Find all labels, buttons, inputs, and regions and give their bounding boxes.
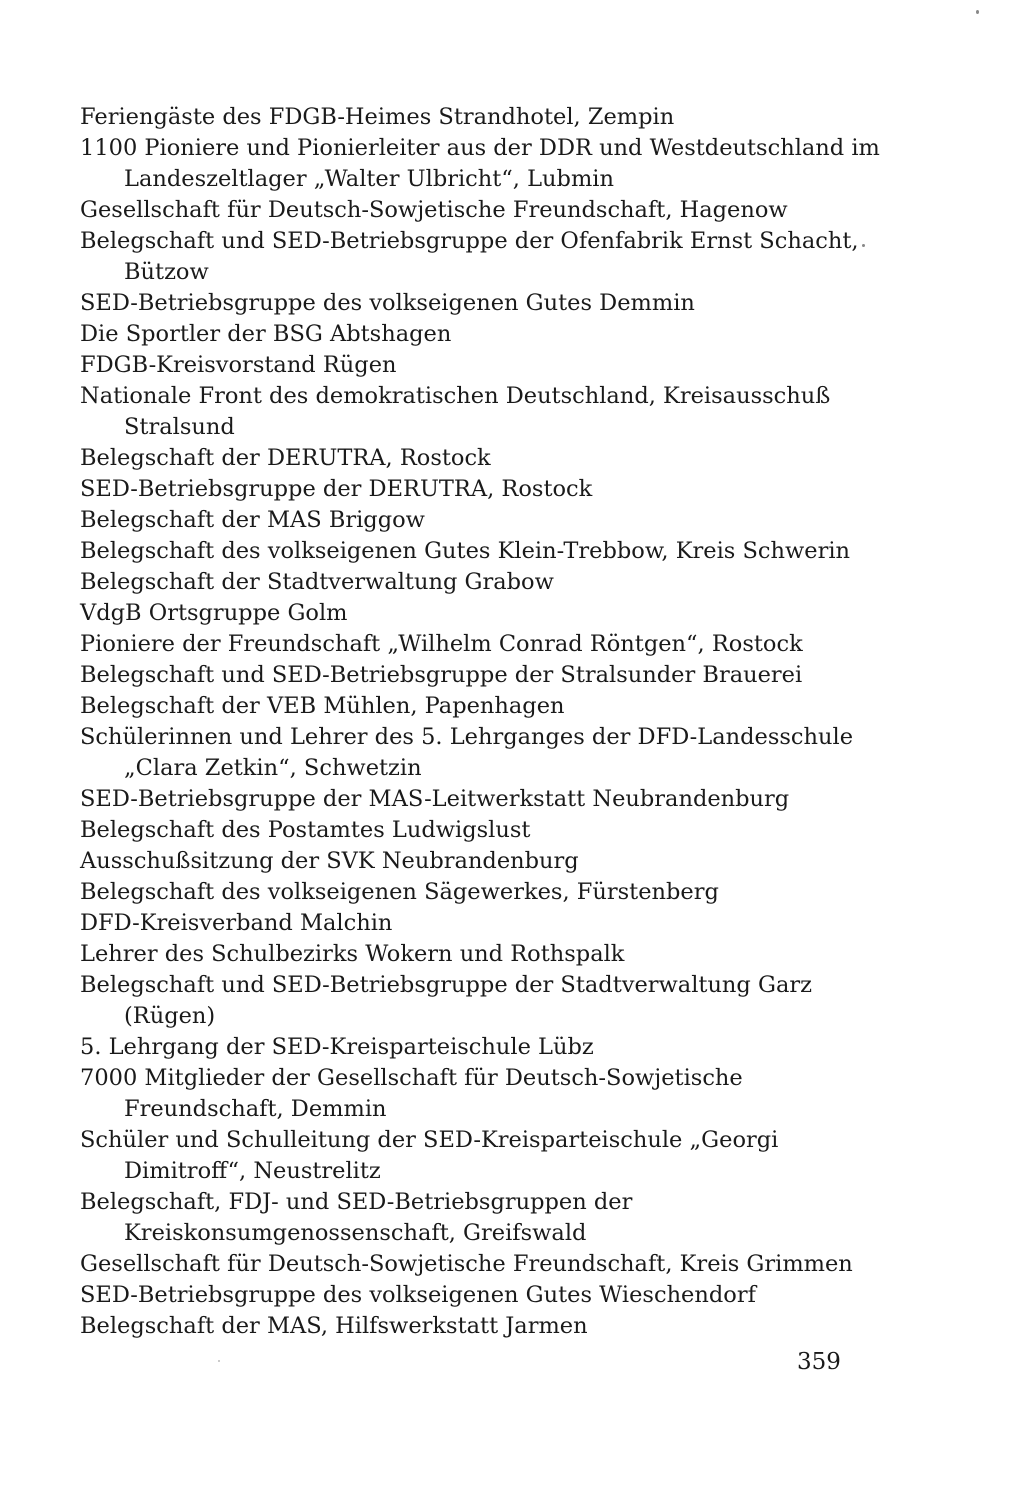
list-item: Belegschaft der MAS, Hilfswerkstatt Jarmen bbox=[80, 1313, 588, 1339]
page-number: 359 bbox=[797, 1349, 841, 1375]
list-item: Belegschaft des volkseigenen Gutes Klein-Trebbow, Kreis Schwerin bbox=[80, 538, 851, 564]
list-item: Belegschaft, FDJ- und SED-Betriebsgruppen der Kreiskonsumgenossenschaft, Greifswald bbox=[80, 1189, 633, 1246]
list-item: 5. Lehrgang der SED-Kreisparteischule Lübz bbox=[80, 1034, 594, 1060]
list-item: Belegschaft und SED-Betriebsgruppe der Stralsunder Brauerei bbox=[80, 662, 803, 688]
list-item: SED-Betriebsgruppe des volkseigenen Gutes Demmin bbox=[80, 290, 695, 316]
list-item: 7000 Mitglieder der Gesellschaft für Deutsch-Sowjetische Freundschaft, Demmin bbox=[80, 1065, 743, 1122]
list-item: Lehrer des Schulbezirks Wokern und Rothspalk bbox=[80, 941, 625, 967]
scan-speck bbox=[862, 244, 865, 247]
list-item: Belegschaft der Stadtverwaltung Grabow bbox=[80, 569, 554, 595]
list-item: Gesellschaft für Deutsch-Sowjetische Freundschaft, Kreis Grimmen bbox=[80, 1251, 853, 1277]
list-item: Ausschußsitzung der SVK Neubrandenburg bbox=[80, 848, 579, 874]
list-item: Pioniere der Freundschaft „Wilhelm Conrad Röntgen“, Rostock bbox=[80, 631, 803, 657]
list-item: Schüler und Schulleitung der SED-Kreisparteischule „Georgi Dimitroff“, Neustrelitz bbox=[80, 1127, 779, 1184]
list-item: Belegschaft der VEB Mühlen, Papenhagen bbox=[80, 693, 565, 719]
entry-list bbox=[80, 102, 880, 1342]
list-item: Feriengäste des FDGB-Heimes Strandhotel, Zempin bbox=[80, 104, 675, 130]
list-item: Schülerinnen und Lehrer des 5. Lehrganges der DFD-Landesschule „Clara Zetkin“, Schwetzin bbox=[80, 724, 854, 781]
list-item: Belegschaft des volkseigenen Sägewerkes, Fürstenberg bbox=[80, 879, 719, 905]
list-item: SED-Betriebsgruppe der MAS-Leitwerkstatt Neubrandenburg bbox=[80, 786, 790, 812]
list-item: Belegschaft und SED-Betriebsgruppe der Ofenfabrik Ernst Schacht, Bützow bbox=[80, 228, 859, 285]
list-item: Gesellschaft für Deutsch-Sowjetische Freundschaft, Hagenow bbox=[80, 197, 788, 223]
list-item: Belegschaft der MAS Briggow bbox=[80, 507, 425, 533]
scan-speck bbox=[976, 10, 979, 14]
list-item: SED-Betriebsgruppe des volkseigenen Gutes Wieschendorf bbox=[80, 1282, 756, 1308]
list-item: Belegschaft der DERUTRA, Rostock bbox=[80, 445, 491, 471]
list-item: FDGB-Kreisvorstand Rügen bbox=[80, 352, 397, 378]
list-item: Belegschaft und SED-Betriebsgruppe der Stadtverwaltung Garz (Rügen) bbox=[80, 972, 812, 1029]
list-item: Die Sportler der BSG Abtshagen bbox=[80, 321, 452, 347]
list-item: SED-Betriebsgruppe der DERUTRA, Rostock bbox=[80, 476, 593, 502]
list-item: 1100 Pioniere und Pionierleiter aus der DDR und Westdeutschland im Landeszeltlager „Walter Ulbricht“, Lubmin bbox=[80, 135, 880, 192]
list-item: Belegschaft des Postamtes Ludwigslust bbox=[80, 817, 531, 843]
list-item: Nationale Front des demokratischen Deutschland, Kreisausschuß Stralsund bbox=[80, 383, 831, 440]
list-item: VdgB Ortsgruppe Golm bbox=[80, 600, 348, 626]
scan-speck bbox=[218, 1360, 220, 1362]
list-item: DFD-Kreisverband Malchin bbox=[80, 910, 393, 936]
